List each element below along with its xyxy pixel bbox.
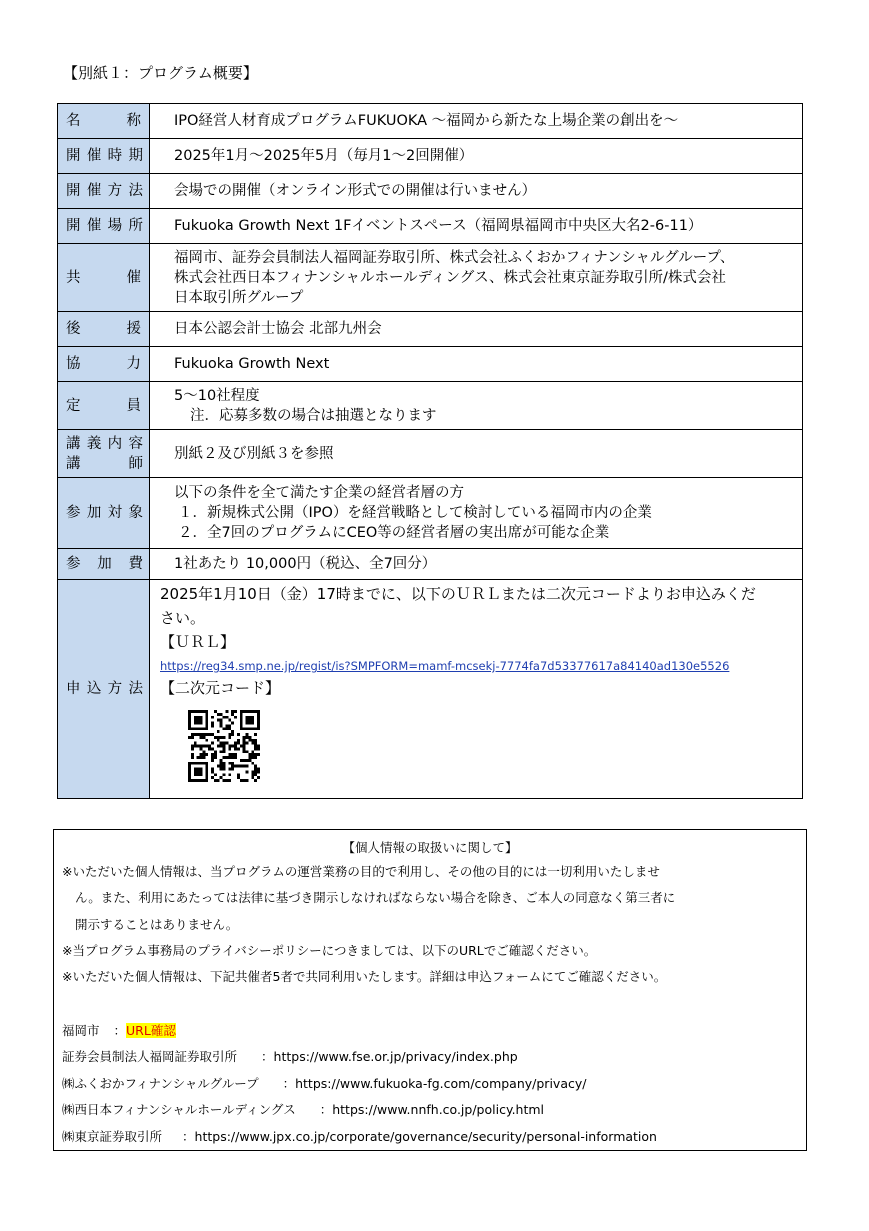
table-row — [58, 347, 803, 382]
org-name: ㈱東京証券取引所 — [62, 1129, 163, 1144]
org-url-link[interactable]: https://www.nnfh.co.jp/policy.html — [332, 1102, 545, 1117]
org-sep: ： — [182, 1129, 195, 1144]
org-line — [62, 1048, 518, 1066]
privacy-title: 【個人情報の取扱いに関して】 — [342, 840, 518, 855]
org-sep: ： — [261, 1049, 274, 1064]
label-text: 共 催 — [66, 269, 141, 286]
row-value — [150, 478, 803, 549]
table-row — [58, 549, 803, 580]
table-row — [58, 174, 803, 209]
table-row — [58, 209, 803, 244]
privacy-line: ※いただいた個人情報は、当プログラムの運営業務の目的で利用し、その他の目的には一切利用いたしませ — [62, 864, 660, 879]
application-url-link[interactable]: https://reg34.smp.ne.jp/regist/is?SMPFORM=mamf-mcsekj-7774fa7d53377617a84140ad130e5526 — [160, 659, 730, 673]
row-value: IPO経営人材育成プログラムFUKUOKA ～福岡から新たな上場企業の創出を～ — [150, 104, 803, 139]
page-heading: 【別紙１：プログラム概要】 — [63, 64, 258, 82]
row-label — [58, 382, 150, 430]
org-sep: ： — [113, 1023, 127, 1038]
label-text: 講 師 — [66, 455, 143, 472]
org-name: ㈱西日本フィナンシャルホールディングス — [62, 1102, 296, 1117]
row-value: 2025年1月～2025年5月（毎月1～2回開催） — [150, 139, 803, 174]
org-url-link[interactable]: https://www.fukuoka-fg.com/company/privacy/ — [295, 1076, 587, 1091]
value-line: 福岡市、証券会員制法人福岡証券取引所、株式会社ふくおかフィナンシャルグループ、 — [174, 249, 735, 266]
label-text: 参 加 費 — [66, 556, 143, 572]
value-line: 日本取引所グループ — [174, 289, 304, 306]
privacy-line: ※当プログラム事務局のプライバシーポリシーにつきましては、以下のURLでご確認ください。 — [62, 943, 597, 958]
row-label — [58, 430, 150, 478]
row-label — [58, 139, 150, 174]
org-line — [62, 1128, 657, 1146]
program-overview-table — [57, 103, 803, 799]
row-label — [58, 312, 150, 347]
table-row — [58, 430, 803, 478]
table-row — [58, 478, 803, 549]
row-value — [150, 580, 803, 799]
org-url-link[interactable]: https://www.jpx.co.jp/corporate/governance/security/personal-information — [194, 1129, 657, 1144]
qr-heading: 【二次元コード】 — [160, 679, 281, 697]
label-text: 開 催 場 所 — [66, 218, 143, 234]
row-value: 別紙２及び別紙３を参照 — [150, 430, 803, 478]
value-line: 注．応募多数の場合は抽選となります — [190, 407, 437, 424]
label-text: 申 込 方 法 — [66, 681, 143, 697]
row-value: 日本公認会計士協会 北部九州会 — [150, 312, 803, 347]
org-sep: ： — [319, 1102, 333, 1117]
org-line — [62, 1075, 586, 1093]
row-label — [58, 244, 150, 312]
value-line: さい。 — [160, 609, 206, 627]
row-label — [58, 347, 150, 382]
row-label — [58, 104, 150, 139]
label-text: 開 催 時 期 — [66, 148, 143, 164]
value-line: １．新規株式公開（IPO）を経営戦略として検討している福岡市内の企業 — [178, 505, 652, 521]
privacy-line: ん。また、利用にあたっては法律に基づき開示しなければならない場合を除き、ご本人の同意なく第三者に — [75, 890, 676, 905]
value-line: ２．全7回のプログラムにCEO等の経営者層の実出席が可能な企業 — [178, 525, 610, 541]
value-line: 5～10社程度 — [174, 387, 260, 404]
row-value: 会場での開催（オンライン形式での開催は行いません） — [150, 174, 803, 209]
privacy-line: 開示することはありません。 — [75, 917, 239, 932]
row-value — [150, 244, 803, 312]
privacy-notice-box — [53, 829, 807, 1151]
row-value: Fukuoka Growth Next 1Fイベントスペース（福岡県福岡市中央区大名2-6-11） — [150, 209, 803, 244]
value-line: 2025年1月10日（金）17時までに、以下のＵＲＬまたは二次元コードよりお申込みくだ — [160, 585, 756, 603]
privacy-line: ※いただいた個人情報は、下記共催者5者で共同利用いたします。詳細は申込フォームにてご確認ください。 — [62, 969, 667, 984]
org-name: 福岡市 — [62, 1023, 100, 1038]
value-line: 以下の条件を全て満たす企業の経営者層の方 — [174, 485, 464, 501]
row-label — [58, 209, 150, 244]
table-row — [58, 104, 803, 139]
table-row — [58, 312, 803, 347]
deadline-text — [160, 582, 798, 654]
label-text: 名 称 — [66, 113, 141, 129]
row-value: 1社あたり 10,000円（税込、全7回分） — [150, 549, 803, 580]
org-url-link[interactable]: URL確認 — [126, 1023, 176, 1038]
label-text: 参 加 対 象 — [66, 505, 143, 521]
org-url-link[interactable]: https://www.fse.or.jp/privacy/index.php — [273, 1049, 518, 1064]
table-row — [58, 382, 803, 430]
org-name: ㈱ふくおかフィナンシャルグループ — [62, 1076, 259, 1091]
label-text: 開 催 方 法 — [66, 183, 143, 199]
row-label — [58, 580, 150, 799]
label-text: 後 援 — [66, 321, 141, 337]
table-row — [58, 244, 803, 312]
value-line: 株式会社西日本フィナンシャルホールディングス、株式会社東京証券取引所/株式会社 — [174, 269, 726, 286]
org-sep: ： — [282, 1076, 296, 1091]
org-name: 証券会員制法人福岡証券取引所 — [62, 1049, 238, 1064]
qr-code-icon[interactable] — [188, 710, 260, 782]
row-value: Fukuoka Growth Next — [150, 347, 803, 382]
url-heading: 【ＵＲＬ】 — [160, 633, 236, 651]
row-label — [58, 549, 150, 580]
row-value — [150, 382, 803, 430]
org-line — [62, 1101, 544, 1119]
label-text: 協 力 — [66, 356, 141, 372]
label-text: 講 義 内 容 — [66, 435, 143, 452]
row-label — [58, 174, 150, 209]
org-line — [62, 1022, 176, 1040]
table-row — [58, 139, 803, 174]
table-row — [58, 580, 803, 799]
label-text: 定 員 — [66, 397, 141, 414]
row-label — [58, 478, 150, 549]
